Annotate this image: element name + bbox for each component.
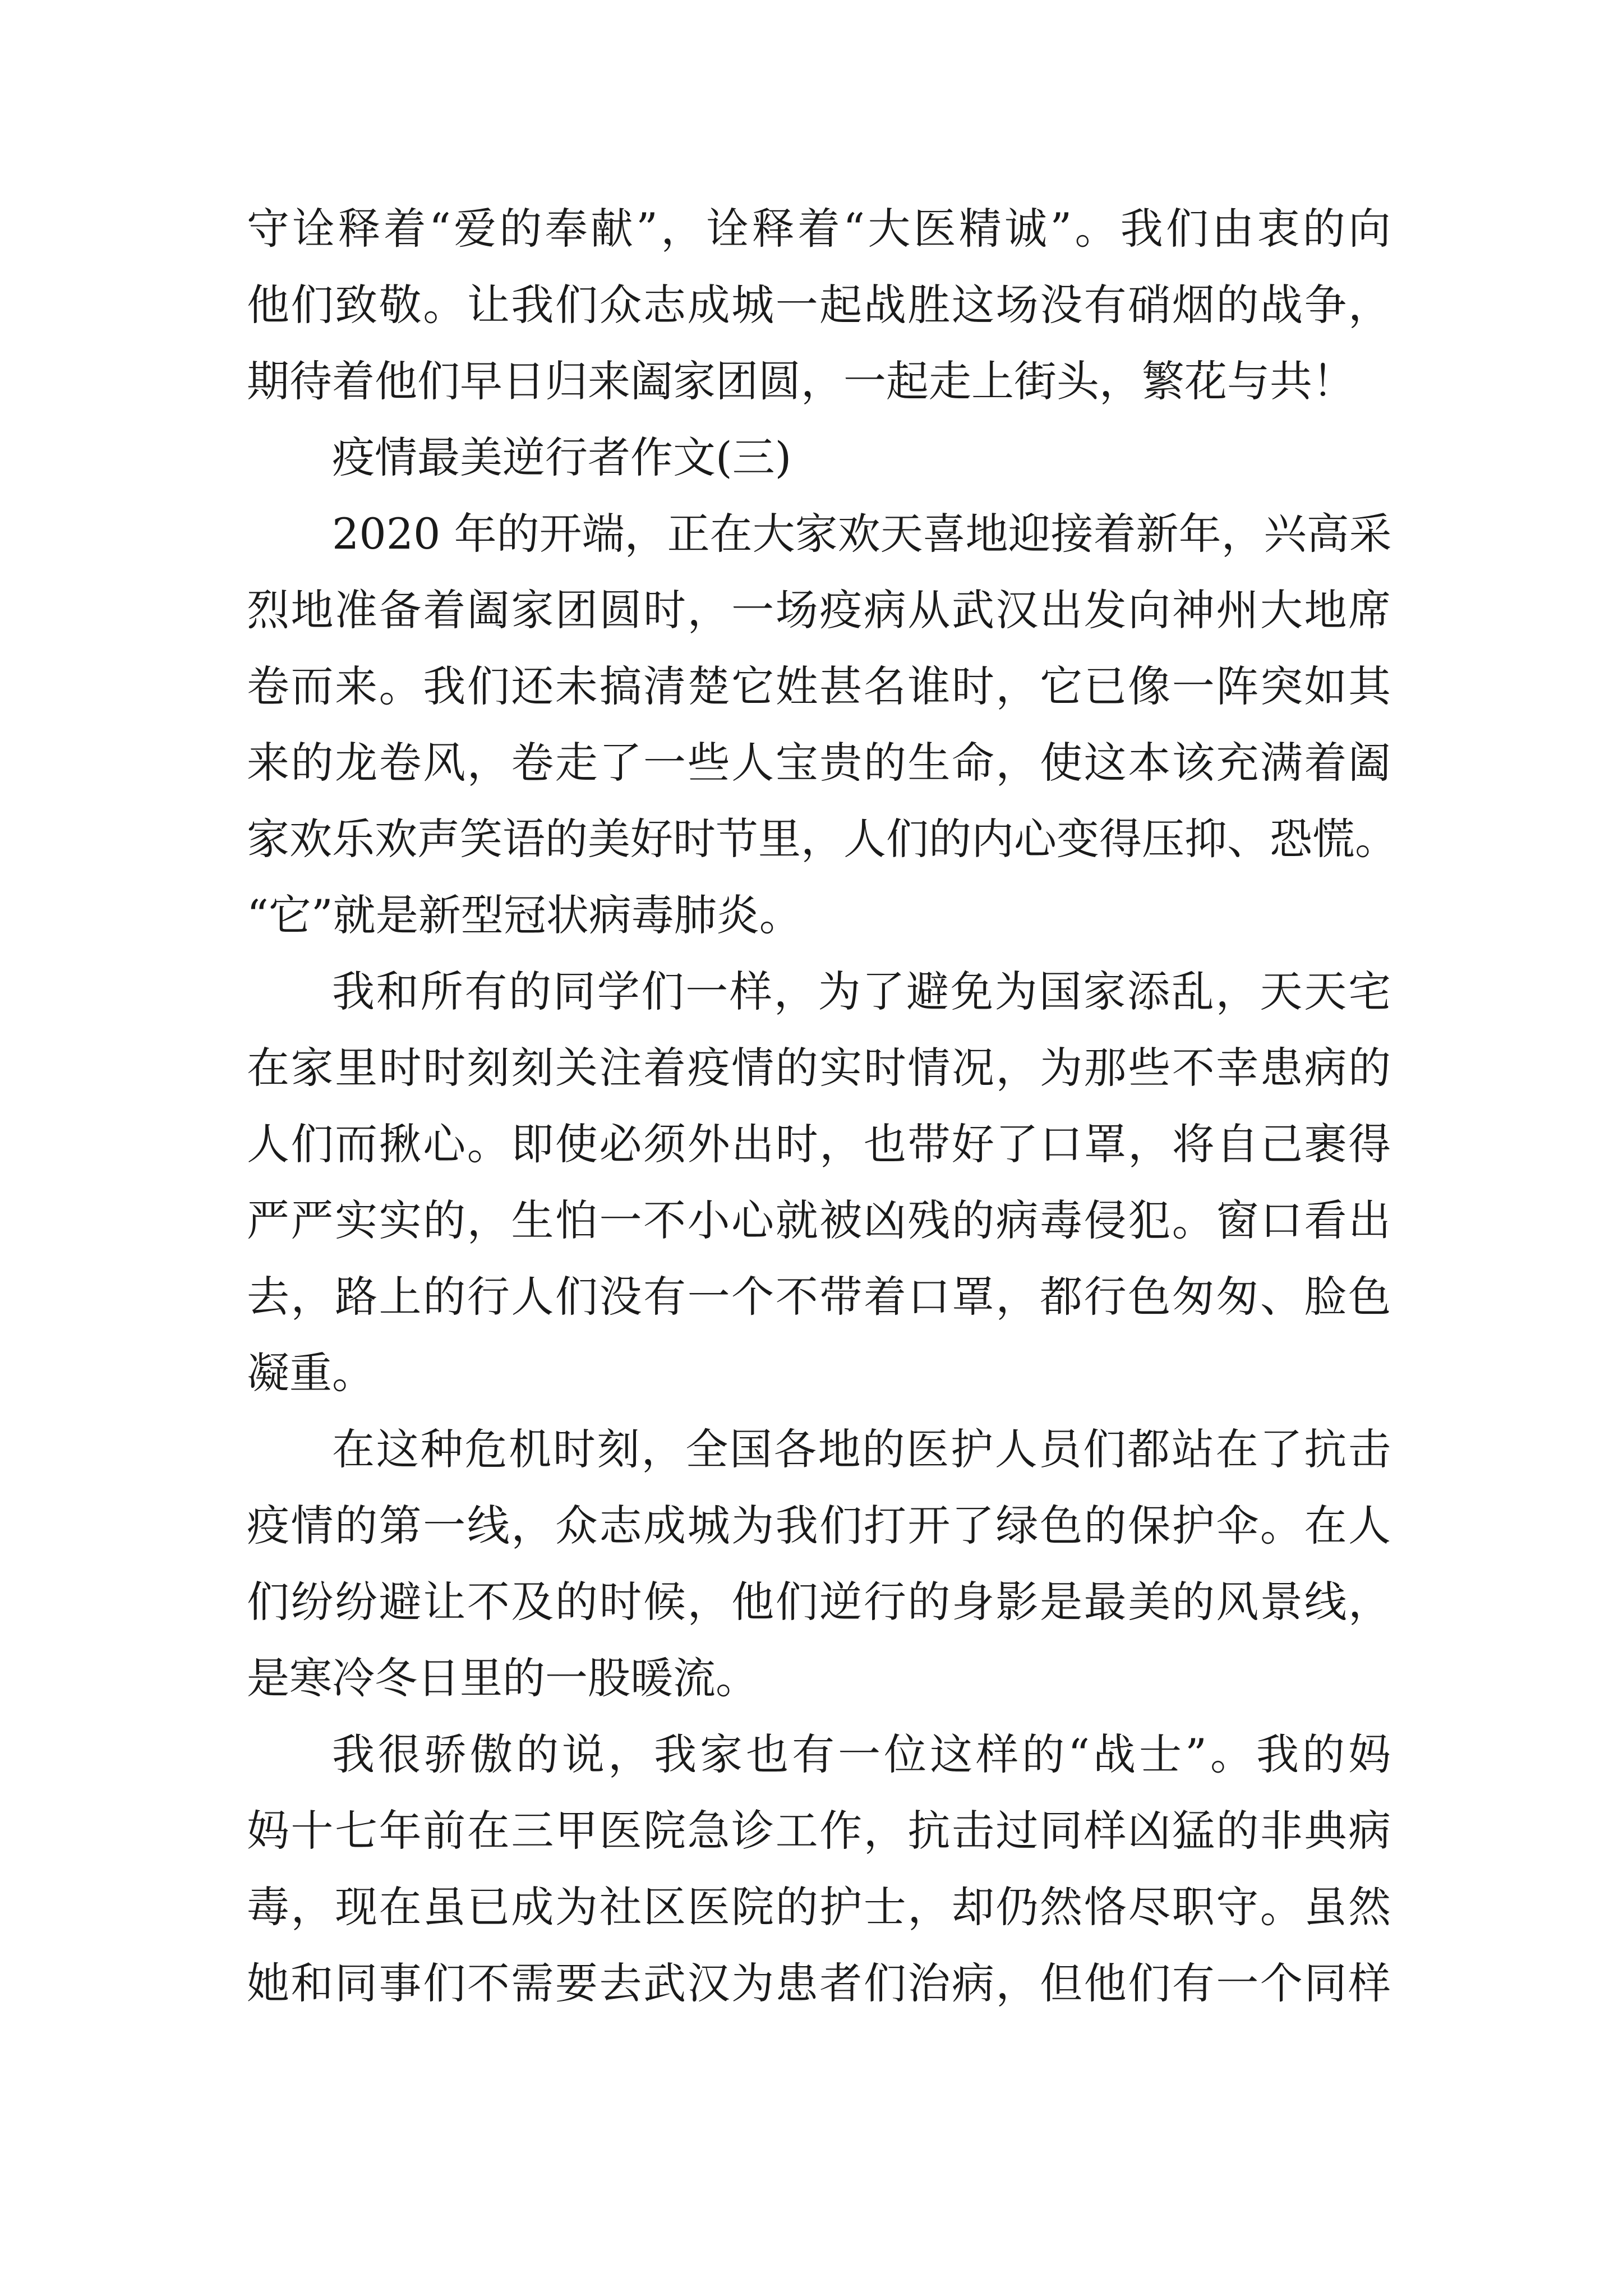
text-line: 是寒冷冬日里的一股暖流。 bbox=[247, 1653, 758, 1703]
text-line: 疫情的第一线，众志成城为我们打开了绿色的保护伞。在人 bbox=[247, 1501, 1391, 1550]
text-line: 去，路上的行人们没有一个不带着口罩，都行色匆匆、脸色 bbox=[247, 1272, 1391, 1322]
text-line: 期待着他们早日归来阖家团圆，一起走上街头，繁花与共！ bbox=[247, 356, 1355, 406]
text-line: 妈十七年前在三甲医院急诊工作，抗击过同样凶猛的非典病 bbox=[247, 1806, 1391, 1856]
text-line: 家欢乐欢声笑语的美好时节里，人们的内心变得压抑、恐慌。 bbox=[247, 814, 1398, 864]
text-line: 烈地准备着阖家团圆时，一场疫病从武汉出发向神州大地席 bbox=[247, 585, 1391, 635]
text-line: 来的龙卷风，卷走了一些人宝贵的生命，使这本该充满着阖 bbox=[247, 738, 1391, 788]
text-line: 严严实实的，生怕一不小心就被凶残的病毒侵犯。窗口看出 bbox=[247, 1195, 1391, 1245]
text-line: “它”就是新型冠状病毒肺炎。 bbox=[247, 890, 802, 940]
text-line: 卷而来。我们还未搞清楚它姓甚名谁时，它已像一阵突如其 bbox=[247, 661, 1391, 711]
text-line: 们纷纷避让不及的时候，他们逆行的身影是最美的风景线， bbox=[247, 1577, 1391, 1627]
text-line: 守诠释着“爱的奉献”，诠释着“大医精诚”。我们由衷的向 bbox=[247, 204, 1391, 254]
text-line: 我和所有的同学们一样，为了避免为国家添乱，天天宅 bbox=[332, 967, 1391, 1016]
text-line: 2020 年的开端，正在大家欢天喜地迎接着新年，兴高采 bbox=[332, 509, 1392, 559]
text-line: 她和同事们不需要去武汉为患者们治病，但他们有一个同样 bbox=[247, 1958, 1391, 2008]
text-line: 人们而揪心。即使必须外出时，也带好了口罩，将自己裹得 bbox=[247, 1119, 1391, 1169]
text-line: 凝重。 bbox=[247, 1348, 375, 1398]
text-line: 在这种危机时刻，全国各地的医护人员们都站在了抗击 bbox=[332, 1424, 1391, 1474]
text-line: 毒，现在虽已成为社区医院的护士，却仍然恪尽职守。虽然 bbox=[247, 1882, 1391, 1932]
text-line: 在家里时时刻刻关注着疫情的实时情况，为那些不幸患病的 bbox=[247, 1043, 1391, 1093]
text-line: 我很骄傲的说，我家也有一位这样的“战士”。我的妈 bbox=[332, 1729, 1391, 1779]
section-heading: 疫情最美逆行者作文(三) bbox=[332, 432, 792, 482]
body-text bbox=[247, 191, 1398, 2022]
text-line: 他们致敬。让我们众志成城一起战胜这场没有硝烟的战争， bbox=[247, 280, 1391, 330]
